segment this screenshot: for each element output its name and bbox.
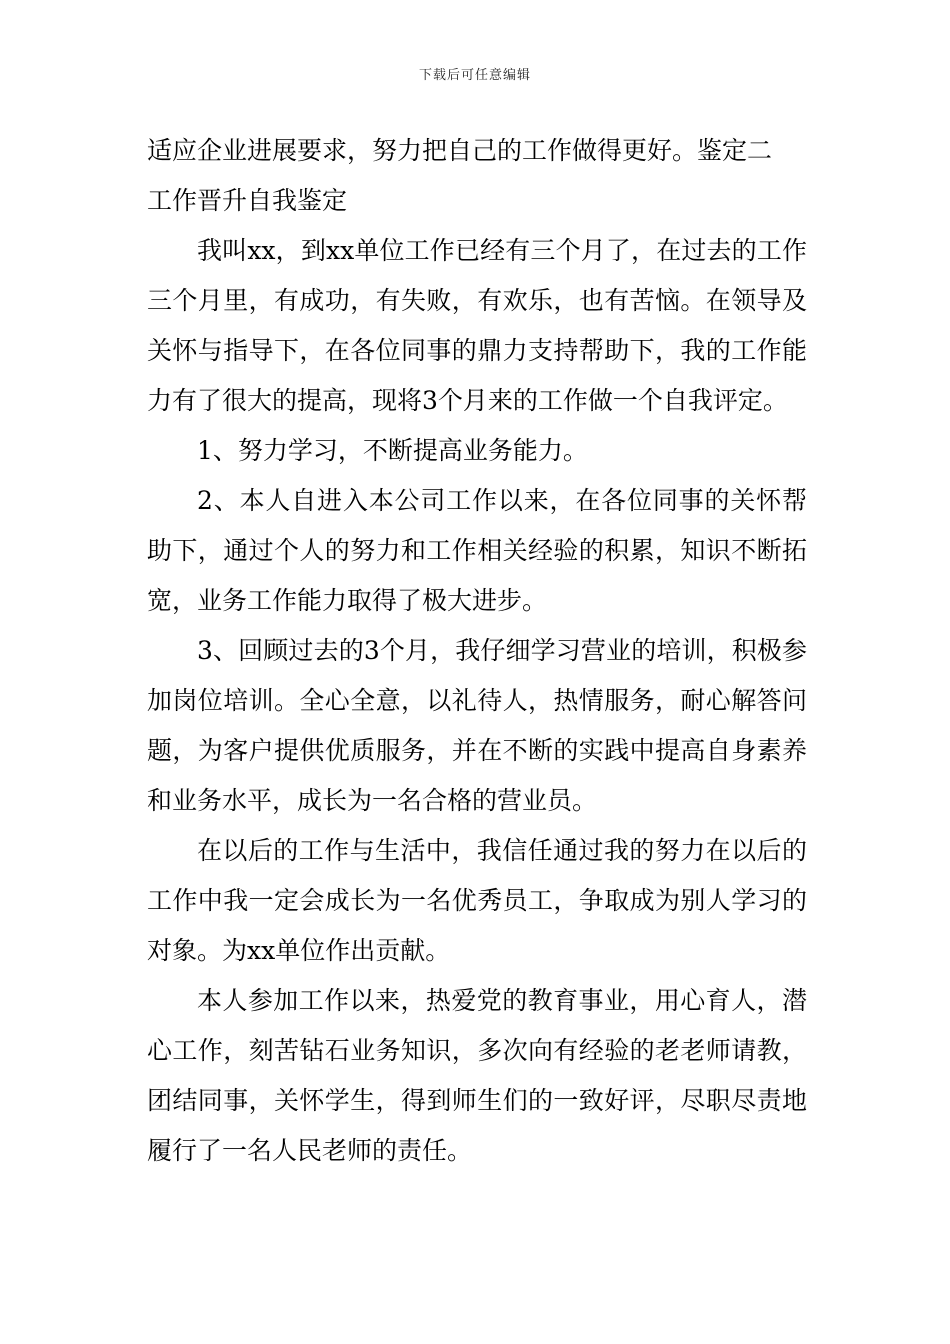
paragraph-teacher: 本人参加工作以来，热爱党的教育事业，用心育人，潜心工作，刻苦钻石业务知识，多次向有经验的老老师请教，团结同事，关怀学生，得到师生们的一致好评，尽职尽责地履行了一名人民老师的责任。	[147, 986, 807, 1165]
document-body	[147, 126, 807, 1176]
page-header: 下载后可任意编辑	[418, 68, 531, 83]
paragraph-continuation: 适应企业进展要求，努力把自己的工作做得更好。鉴定二	[147, 136, 773, 165]
section-title: 工作晋升自我鉴定	[147, 186, 348, 215]
paragraph-future: 在以后的工作与生活中，我信任通过我的努力在以后的工作中我一定会成长为一名优秀员工，争取成为别人学习的对象。为xx单位作出贡献。	[147, 836, 807, 965]
paragraph-item-2: 2、本人自进入本公司工作以来，在各位同事的关怀帮助下，通过个人的努力和工作相关经验的积累，知识不断拓宽，业务工作能力取得了极大进步。	[147, 486, 807, 615]
paragraph-intro: 我叫xx，到xx单位工作已经有三个月了，在过去的工作三个月里，有成功，有失败，有欢乐，也有苦恼。在领导及关怀与指导下，在各位同事的鼎力支持帮助下，我的工作能力有了很大的提高，现将3个月来的工作做一个自我评定。	[147, 236, 807, 415]
paragraph-item-1: 1、努力学习，不断提高业务能力。	[197, 436, 588, 465]
paragraph-item-3: 3、回顾过去的3个月，我仔细学习营业的培训，积极参加岗位培训。全心全意，以礼待人，热情服务，耐心解答问题，为客户提供优质服务，并在不断的实践中提高自身素养和业务水平，成长为一名合格的营业员。	[147, 636, 807, 815]
